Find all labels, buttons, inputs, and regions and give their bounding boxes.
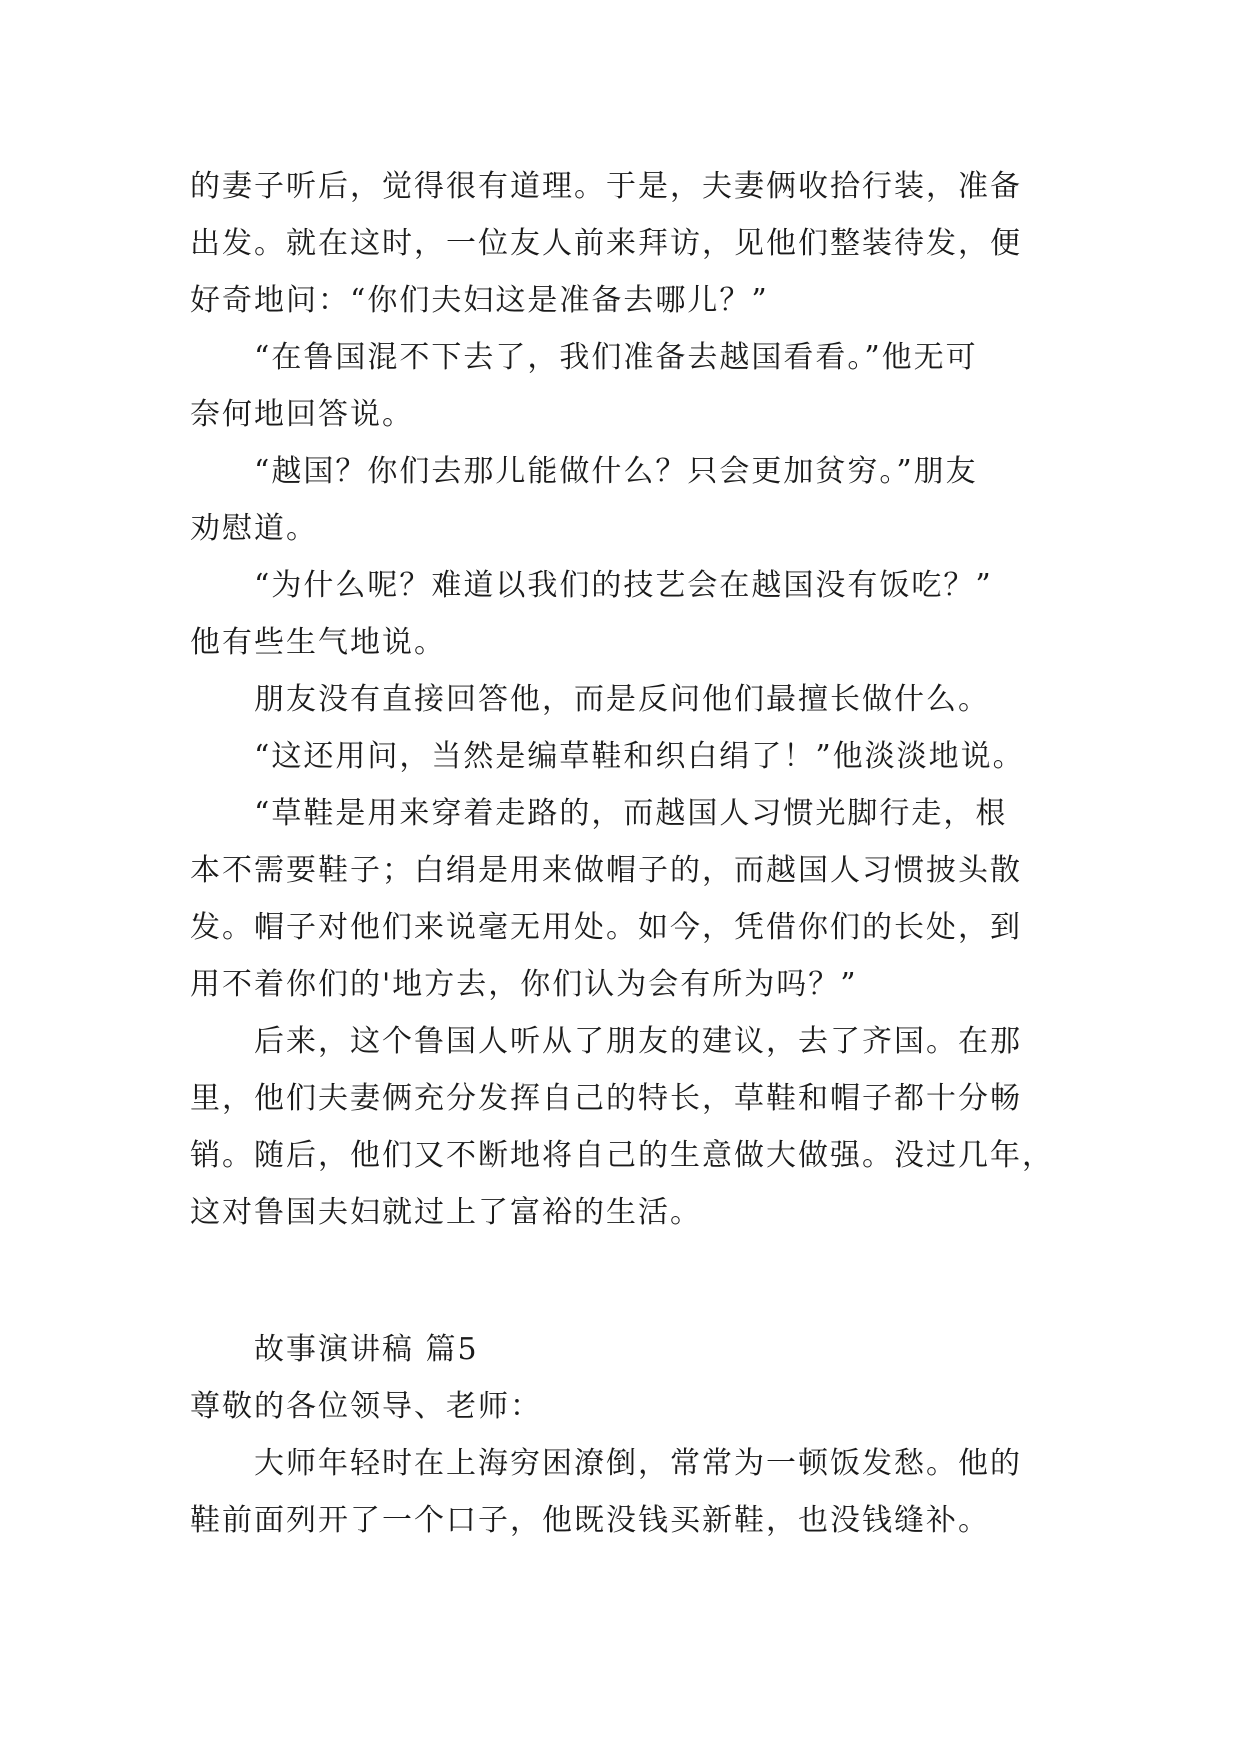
paragraph-line: 里，他们夫妻俩充分发挥自己的特长，草鞋和帽子都十分畅 (190, 1081, 1022, 1116)
paragraph-line: “这还用问，当然是编草鞋和织白绢了！”他淡淡地说。 (254, 739, 1025, 774)
paragraph-line: 大师年轻时在上海穷困潦倒，常常为一顿饭发愁。他的 (254, 1446, 1022, 1481)
paragraph-line: 这对鲁国夫妇就过上了富裕的生活。 (190, 1195, 702, 1230)
paragraph-line: 本不需要鞋子；白绢是用来做帽子的，而越国人习惯披头散 (190, 853, 1022, 888)
salutation: 尊敬的各位领导、老师： (190, 1389, 542, 1424)
paragraph-line: “为什么呢？难道以我们的技艺会在越国没有饭吃？” (254, 568, 993, 603)
paragraph-line: “越国？你们去那儿能做什么？只会更加贫穷。”朋友 (254, 454, 978, 489)
paragraph-line: 劝慰道。 (190, 511, 318, 546)
paragraph-line: 出发。就在这时，一位友人前来拜访，见他们整装待发，便 (190, 226, 1022, 261)
paragraph-line: 朋友没有直接回答他，而是反问他们最擅长做什么。 (254, 682, 990, 717)
paragraph-line: 后来，这个鲁国人听从了朋友的建议，去了齐国。在那 (254, 1024, 1022, 1059)
paragraph-line: 鞋前面列开了一个口子，他既没钱买新鞋，也没钱缝补。 (190, 1503, 990, 1538)
paragraph-line: 奈何地回答说。 (190, 397, 414, 432)
section-heading: 故事演讲稿 篇5 (254, 1332, 479, 1367)
paragraph-line: 用不着你们的'地方去，你们认为会有所为吗？” (190, 967, 858, 1002)
section-5 (190, 1321, 1050, 1549)
paragraph-line: “草鞋是用来穿着走路的，而越国人习惯光脚行走，根 (254, 796, 1008, 831)
paragraph-line: “在鲁国混不下去了，我们准备去越国看看。”他无可 (254, 340, 978, 375)
paragraph-line: 他有些生气地说。 (190, 625, 446, 660)
paragraph-line: 好奇地问：“你们夫妇这是准备去哪儿？” (190, 283, 769, 318)
paragraph-line: 销。随后，他们又不断地将自己的生意做大做强。没过几年， (190, 1138, 1054, 1173)
paragraph-line: 的妻子听后，觉得很有道理。于是，夫妻俩收拾行装，准备 (190, 169, 1022, 204)
story-continuation (190, 158, 1054, 1241)
paragraph-line: 发。帽子对他们来说毫无用处。如今，凭借你们的长处，到 (190, 910, 1022, 945)
